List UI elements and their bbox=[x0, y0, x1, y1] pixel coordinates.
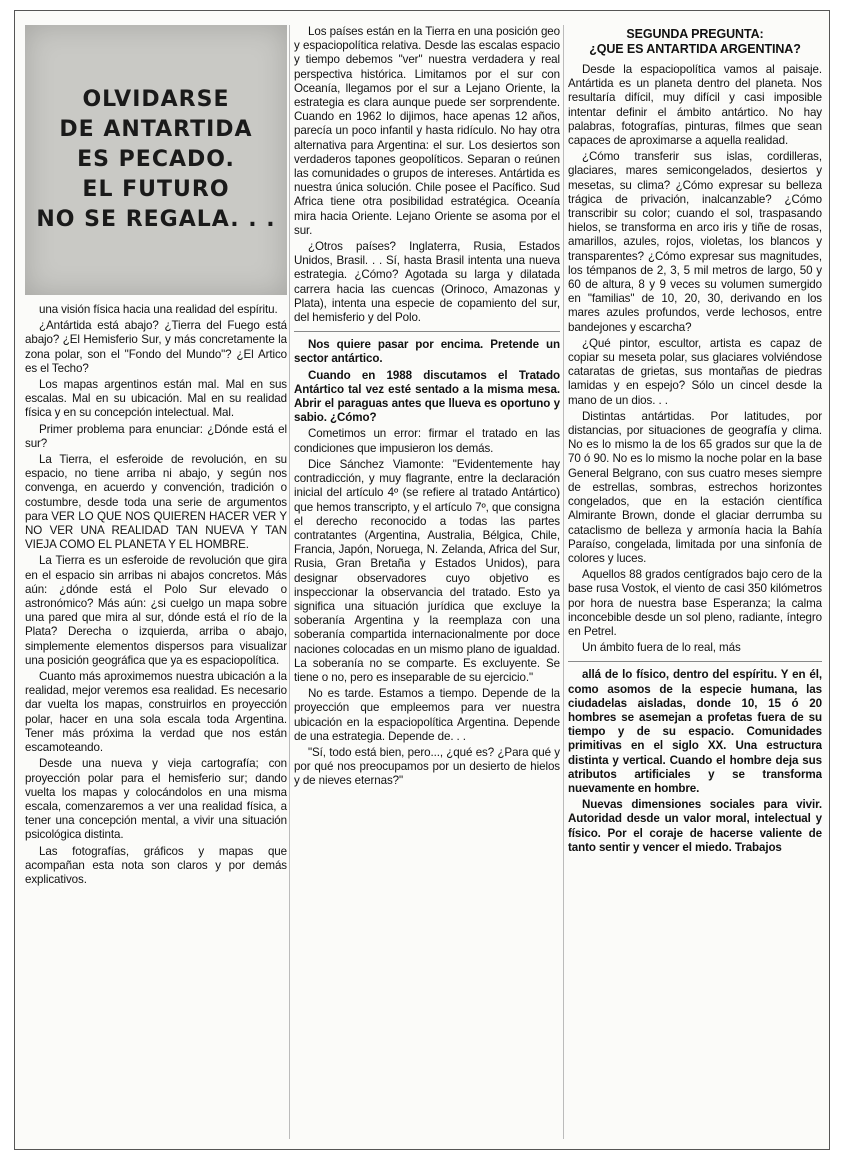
paragraph: Aquellos 88 grados centígrados bajo cero de la base rusa Vostok, el viento de casi 350 kilómetros por hora de nuestra base Esperanza; la calma inconcebible desde un sol pleno, radiante, íntegro en Petrel. bbox=[568, 568, 822, 638]
column-3 bbox=[568, 25, 822, 1139]
paragraph: Las fotografías, gráficos y mapas que acompañan esta nota son claros y por demás explicativos. bbox=[25, 844, 287, 886]
paragraph: No es tarde. Estamos a tiempo. Depende de la proyección que empleemos para ver nuestra ubicación en la espaciopolítica Argentina. Depende de una estrategia. Depende de. . . bbox=[294, 687, 560, 743]
column-rule bbox=[563, 25, 564, 1139]
paragraph: La Tierra, el esferoide de revolución, en su espacio, no tiene arriba ni abajo, y según nos convenga, en acuerdo y convención, tradición o costumbre, desde toda una serie de argumentos para VER LO QUE NOS QUIEREN HACER VER Y NO VER UNA REALIDAD TAN NUEVA Y TAN VIEJA COMO EL PLANETA Y EL HOMBRE. bbox=[25, 453, 287, 552]
paragraph: Los mapas argentinos están mal. Mal en sus escalas. Mal en su ubicación. Mal en su realidad física y en su concepción intelectual. Mal. bbox=[25, 378, 287, 420]
column-1-body bbox=[25, 303, 287, 887]
paragraph: Cometimos un error: firmar el tratado en las condiciones que impusieron los demás. bbox=[294, 427, 560, 455]
paragraph: Nos quiere pasar por encima. Pretende un sector antártico. bbox=[294, 338, 560, 366]
paragraph: Los países están en la Tierra en una posición geo y espaciopolítica relativa. Desde las escalas espacio y tiempo debemos "ver" nuestra verdadera y real perspectiva histórica. Limitamos por el sur con Oceanía, llegamos por el sur a Lejano Oriente, la estrategia es clara aunque puede ser sorprendente. Cuando en 1962 lo dijimos, hace apenas 12 años, parecía un poco infantil y hasta ridículo. No hay otra alternativa para Argentina: el sur. Los desiertos son verdaderos tapones geopolíticos. Separan o reúnen las comunidades o grupos de intereses. Antártida es nuestra única solución. Chile posee el Pacífico. Sud Africa tiene otra posibilidad estratégica. Oceanía mira hacia Oriente. Lejano Oriente se asoma por el sur. bbox=[294, 25, 560, 237]
paragraph: Primer problema para enunciar: ¿Dónde está el sur? bbox=[25, 422, 287, 450]
column-2-top bbox=[294, 25, 560, 325]
newspaper-page bbox=[14, 10, 830, 1150]
paragraph: ¿Qué pintor, escultor, artista es capaz de copiar su meseta polar, sus glaciares volviéndose cataratas de grietas, sus montañas de piedras lamidas y en espejo? Sólo un cincel desde la mano de un dios. . . bbox=[568, 336, 822, 407]
section-title-line-1: SEGUNDA PREGUNTA: bbox=[626, 27, 764, 41]
paragraph: Desde una nueva y vieja cartografía; con proyección polar para el hemisferio sur; dando vuelta los mapas y colocándolos en una misma escala, comenzaremos a ver una realidad física, a tener una concepción mental, a vivir una situación psicológica distinta. bbox=[25, 757, 287, 842]
paragraph: ¿Antártida está abajo? ¿Tierra del Fuego está abajo? ¿El Hemisferio Sur, y más concretamente la zona polar, son el "Fondo del Mundo"? ¿El Artico es el Techo? bbox=[25, 319, 287, 375]
paragraph: una visión física hacia una realidad del espíritu. bbox=[39, 303, 278, 316]
section-divider bbox=[294, 331, 560, 332]
paragraph: Un ámbito fuera de lo real, más bbox=[582, 641, 741, 655]
paragraph: ¿Otros países? Inglaterra, Rusia, Estados Unidos, Brasil. . . Sí, hasta Brasil intenta una nueva estrategia. ¿Cómo? Agotada su larga y dilatada carrera hacia las cuencas (Orinoco, Amazonas y Plata), intenta una especie de copamiento del sur, del hemisferio y del Polo. bbox=[294, 240, 560, 325]
column-2-bottom bbox=[294, 338, 560, 788]
column-1 bbox=[25, 25, 287, 1139]
column-2 bbox=[294, 25, 560, 1139]
column-rule bbox=[289, 25, 290, 1139]
paragraph: allá de lo físico, dentro del espíritu. Y en él, como asomos de la especie humana, las ciudadelas aisladas, donde 10, 15 ó 20 hombres se asemejan a profetas fuera de su tiempo y de su espacio. Comunidades primitivas en el siglo XX. Una estructura distinta y vertical. Cuando el hombre deja sus atributos artificiales y se transforma nuevamente en hombre. bbox=[568, 668, 822, 795]
headline-box bbox=[25, 25, 287, 295]
column-3-top bbox=[568, 63, 822, 655]
paragraph: Nuevas dimensiones sociales para vivir. Autoridad desde un valor moral, intelectual y físico. Por el coraje de hacerse valiente de tanto sentir y vencer el miedo. Trabajos bbox=[568, 798, 822, 854]
paragraph: Cuanto más aproximemos nuestra ubicación a la realidad, mejor veremos esa realidad. Es necesario dar vuelta los mapas, construirlos en proyección polar, hacer en una sola escala toda Argentina. Tener más próxima la verdad que nos están escamoteando. bbox=[25, 670, 287, 755]
paragraph: "Sí, todo está bien, pero..., ¿qué es? ¿Para qué y por qué nos preocupamos por un desierto de hielos y de nieves eternas?" bbox=[294, 745, 560, 788]
paragraph: Cuando en 1988 discutamos el Tratado Antártico tal vez esté sentado a la misma mesa. Abrir el paraguas antes que llueva es oportuno y sabio. ¿Cómo? bbox=[294, 368, 560, 425]
paragraph: ¿Cómo transferir sus islas, cordilleras, glaciares, mares semicongelados, desiertos y mesetas, su clima? ¿Cómo expresar su belleza trágica de privación, inalcanzable? ¿Cómo transcribir su color; cuando el sol, traspasando hielos, se transforma en arco iris y tiñe de rosas, amarillos, azules, rojos, violetas, los blancos y transparentes? ¿Cómo expresar sus magnitudes, los témpanos de 2, 3, 5 mil metros de largo, 50 y 60 de altura, 8 y 9 veces su volumen sumergido en "familias" de 10, 20, 30, derivando en los mares azules profundos, verde lechosos, entre bandejones y escarcha? bbox=[568, 150, 822, 334]
column-3-bottom bbox=[568, 668, 822, 855]
section-title bbox=[568, 27, 822, 57]
paragraph: Dice Sánchez Viamonte: "Evidentemente hay contradicción, y muy flagrante, entre la declaración inicial del artículo 4º (se refiere al tratado Antártico) que hemos transcripto, y el artículo 7º, que consigna el derecho reconocido a todas las partes contratantes (Argentina, Australia, Bélgica, Chile, Francia, Japón, Noruega, N. Zelanda, Africa del Sur, Rusia, Gran Bretaña y Estados Unidos), para designar observadores cuyo objetivo es inspeccionar la observancia del tratado. Esto ya significa una situación jurídica que excluye la soberanía Argentina y la reemplaza con una soberanía compartida internacionalmente por doce naciones colocadas en un mismo plano de igualdad. La soberanía no se comparte. Es excluyente. Se tiene o no, pero es inseparable de su ejercicio." bbox=[294, 457, 560, 684]
paragraph: Desde la espaciopolítica vamos al paisaje. Antártida es un planeta dentro del planeta. Nos resultaría difícil, muy difícil y casi imposible intentar definir el ámbito antártico. No hay palabras, fotografías, pinturas, filmes que sean capaces de aproximarse a aquella realidad. bbox=[568, 63, 822, 148]
paragraph: La Tierra es un esferoide de revolución que gira en el espacio sin arribas ni abajos concretos. Más aún: ¿dónde está el Polo Sur elevado o astronómico? Más aún: ¿si cuelgo un mapa sobre una pared que mira al sur, dónde está el río de la Plata? Derecha o izquierda, arriba o abajo, simplemente elementos dispersos para visualizar una posición geográfica que ya es espaciopolítica. bbox=[25, 554, 287, 667]
section-divider bbox=[568, 661, 822, 662]
section-title-line-2: ¿QUE ES ANTARTIDA ARGENTINA? bbox=[589, 42, 801, 56]
headline: OLVIDARSE DE ANTARTIDA ES PECADO. EL FUTURO NO SE REGALA. . . bbox=[36, 87, 276, 232]
paragraph: Distintas antártidas. Por latitudes, por distancias, por situaciones de geografía y clima. No es lo mismo la de los 65 grados sur que la de 70 ó 90. No es lo mismo la noche polar en la base General Belgrano, con sus cuatro meses siempre de estrellas, sombras, estrechos horizontes congelados, que en la estación científica Almirante Brown, donde el glaciar derrumba su cataclismo de belleza y armonía hacia la Bahía Paraíso, congelada, limitada por una sinfonía de colores y luces. bbox=[568, 409, 822, 565]
